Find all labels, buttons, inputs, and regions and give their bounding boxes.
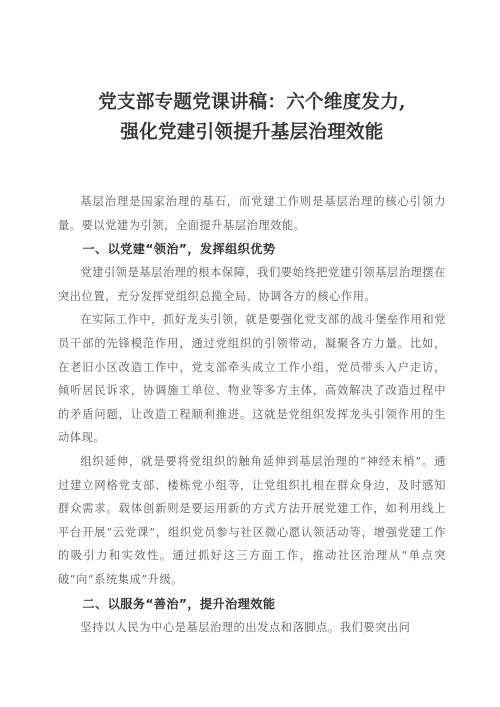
section-heading-2: 二、以服务“善治”，提升治理效能 — [82, 596, 276, 611]
section-heading-1: 一、以党建“领治”，发挥组织优势 — [82, 242, 276, 257]
body-paragraph: 坚持以人民为中心是基层治理的出发点和落脚点。我们要突出问 — [80, 620, 411, 634]
body-paragraph: 党建引领是基层治理的根本保障，我们要始终把党建引领基层治理摆在突出位置，充分发挥党组织总揽全局、协调各方的核心作用。 — [58, 266, 446, 303]
body-paragraph: 组织延伸，就是要将党组织的触角延伸到基层治理的“神经末梢”。通过建立网格党支部、楼栋党小组等，让党组织扎根在群众身边，及时感知群众需求。载体创新则是要运用新的方式方法开展党建工作，如利用线上平台开展“云党课”，组织党员参与社区微心愿认领活动等，增强党建工作的吸引力和实效性。通过抓好这三方面工作，推动社区治理从“单点突破”向“系统集成”升级。 — [58, 454, 446, 586]
document-body — [58, 190, 446, 639]
intro-paragraph: 基层治理是国家治理的基石，而党建工作则是基层治理的核心引领力量。要以党建为引领，全面提升基层治理效能。 — [58, 195, 446, 232]
title-line-2: 强化党建引领提升基层治理效能 — [120, 122, 384, 143]
document-title — [58, 88, 446, 148]
body-paragraph: 在实际工作中，抓好龙头引领，就是要强化党支部的战斗堡垒作用和党员干部的先锋模范作用，通过党组织的引领带动，凝聚各方力量。比如，在老旧小区改造工作中，党支部牵头成立工作小组，党员带头入户走访，倾听居民诉求，协调施工单位、物业等多方主体，高效解决了改造过程中的矛盾问题，让改造工程顺利推进。这就是党组织发挥龙头引领作用的生动体现。 — [58, 313, 446, 445]
title-line-1: 党支部专题党课讲稿：六个维度发力, — [98, 92, 406, 113]
